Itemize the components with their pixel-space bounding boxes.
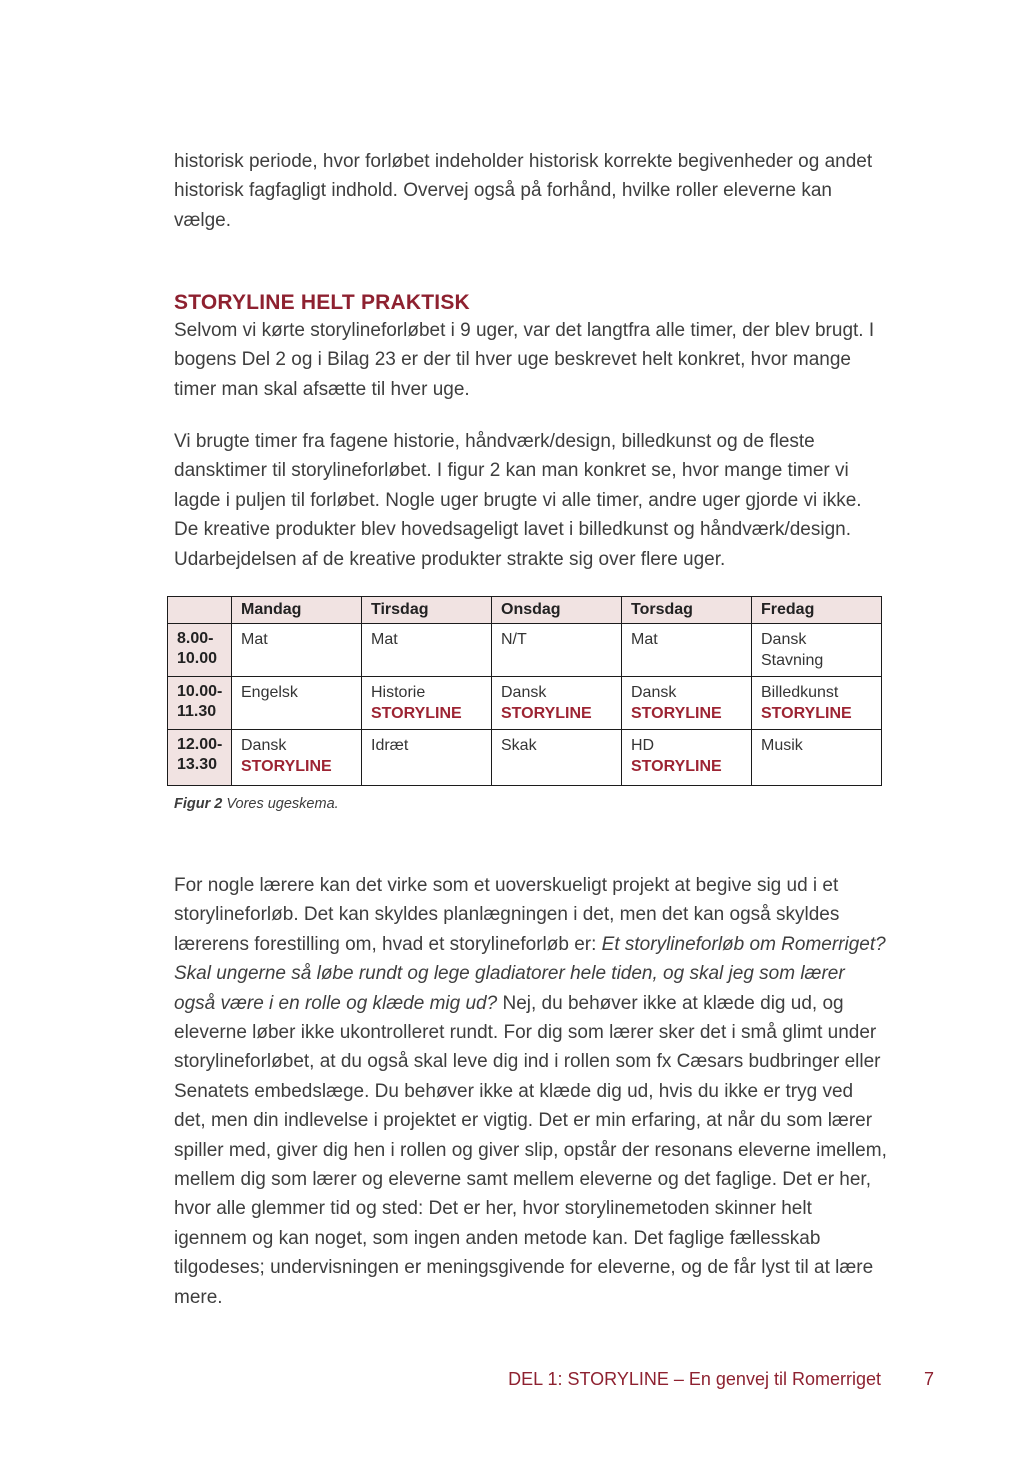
subject-label: HD <box>631 737 655 754</box>
storyline-label: STORYLINE <box>501 705 592 722</box>
page-footer <box>0 1369 934 1390</box>
schedule-cell <box>752 730 882 786</box>
subject-label: Billedkunst <box>761 684 839 701</box>
table-header-row <box>168 597 882 624</box>
column-header-friday: Fredag <box>752 597 882 624</box>
schedule-cell <box>492 677 622 730</box>
subject-label: Mat <box>631 631 658 648</box>
time-line: 10.00- <box>177 683 223 700</box>
storyline-label: STORYLINE <box>371 705 462 722</box>
storyline-label: STORYLINE <box>631 705 722 722</box>
figure-caption-text: Vores ugeskema. <box>222 796 339 812</box>
subject-label: Dansk <box>631 684 677 701</box>
schedule-cell <box>752 624 882 677</box>
schedule-cell <box>622 624 752 677</box>
subject-label: Mat <box>371 631 398 648</box>
schedule-cell <box>232 730 362 786</box>
table-row <box>168 730 882 786</box>
paragraph-discussion <box>174 871 888 1312</box>
schedule-cell <box>362 677 492 730</box>
column-header-monday: Mandag <box>232 597 362 624</box>
subject-label: Skak <box>501 737 537 754</box>
storyline-label: STORYLINE <box>761 705 852 722</box>
subject-label: Dansk <box>761 631 807 648</box>
storyline-label: STORYLINE <box>631 758 722 775</box>
schedule-cell <box>622 677 752 730</box>
subject-label: Mat <box>241 631 268 648</box>
time-line: 8.00- <box>177 630 214 647</box>
subject-label: Engelsk <box>241 684 298 701</box>
figure-caption-label: Figur 2 <box>174 796 223 812</box>
paragraph-timing: Selvom vi kørte storylineforløbet i 9 uger, var det langtfra alle timer, der blev brugt. I bogens Del 2 og i Bilag 23 er der til hver uge beskrevet helt konkret, hvor mange timer man skal afsætte til hver uge. <box>174 320 875 400</box>
schedule-cell <box>362 730 492 786</box>
time-slot <box>168 624 232 677</box>
subject-label: Musik <box>761 737 803 754</box>
schedule-cell <box>492 624 622 677</box>
schedule-cell <box>232 624 362 677</box>
subject-label: N/T <box>501 631 527 648</box>
paragraph-discussion-rest: Nej, du behøver ikke at klæde dig ud, og eleverne løber ikke ukontrolleret rundt. For dig som lærer sker det i små glimt under storylineforløbet, at du også skal leve dig ind i rollen som fx Cæsars budbringer eller Senatets embedslæge. Du behøver ikke at klæde dig ud, hvis du ikke er tryg ved det, men din indlevelse i projektet er vigtig. Det er min erfaring, at når du som lærer spiller med, giver dig hen i rollen og giver slip, opstår der resonans eleverne imellem, mellem dig som lærer og eleverne samt mellem eleverne og det faglige. Det er her, hvor alle glemmer tid og sted: Det er her, hvor storylinemetoden skinner helt igennem og kan noget, som ingen anden metode kan. Det faglige fællesskab tilgodeses; undervisningen er meningsgivende for eleverne, og de får lyst til at lære mere. <box>174 992 887 1308</box>
schedule-cell <box>362 624 492 677</box>
time-line: 13.30 <box>177 756 218 773</box>
time-line: 12.00- <box>177 736 223 753</box>
schedule-cell <box>752 677 882 730</box>
section-heading: STORYLINE HELT PRAKTISK <box>174 291 470 314</box>
paragraph-discussion-italic: Et storylineforløb om Romerriget? Skal ungerne så løbe rundt og lege gladiatorer hele tiden, og skal jeg som lærer også være i en rolle og klæde mig ud? <box>174 933 886 1014</box>
subject-label: Idræt <box>371 737 409 754</box>
paragraph-discussion-lead: For nogle lærere kan det virke som et uoverskueligt projekt at begive sig ud i et storylineforløb. Det kan skyldes planlægningen i det, men det kan også skyldes lærerens forestilling om, hvad et storylineforløb er: <box>174 875 840 955</box>
paragraph-subjects: Vi brugte timer fra fagene historie, håndværk/design, billedkunst og de fleste dansktimer til storylineforløbet. I figur 2 kan man konkret se, hvor mange timer vi lagde i puljen til forløbet. Nogle uger brugte vi alle timer, andre uger gjorde vi ikke. De kreative produkter blev hovedsageligt lavet i billedkunst og håndværk/design. Udarbejdelsen af de kreative produkter strakte sig over flere uger. <box>174 431 862 570</box>
paragraph-intro: historisk periode, hvor forløbet indeholder historisk korrekte begivenheder og andet historisk fagfagligt indhold. Overvej også på forhånd, hvilke roller eleverne kan vælge. <box>174 151 873 231</box>
subject-label: Stavning <box>761 652 824 669</box>
time-slot <box>168 730 232 786</box>
time-slot <box>168 677 232 730</box>
column-header-wednesday: Onsdag <box>492 597 622 624</box>
running-title: DEL 1: STORYLINE – En genvej til Romerriget <box>508 1369 881 1389</box>
time-line: 11.30 <box>177 703 217 720</box>
subject-label: Dansk <box>241 737 287 754</box>
schedule-cell <box>232 677 362 730</box>
table-row <box>168 677 882 730</box>
corner-cell <box>168 597 232 624</box>
weekly-schedule-table <box>167 596 882 786</box>
schedule-cell <box>622 730 752 786</box>
schedule-cell <box>492 730 622 786</box>
figure-caption <box>174 795 888 814</box>
subject-label: Dansk <box>501 684 547 701</box>
table-row <box>168 624 882 677</box>
page-number: 7 <box>923 1369 934 1389</box>
time-line: 10.00 <box>177 650 218 667</box>
column-header-thursday: Torsdag <box>622 597 752 624</box>
column-header-tuesday: Tirsdag <box>362 597 492 624</box>
subject-label: Historie <box>371 684 426 701</box>
storyline-label: STORYLINE <box>241 758 332 775</box>
